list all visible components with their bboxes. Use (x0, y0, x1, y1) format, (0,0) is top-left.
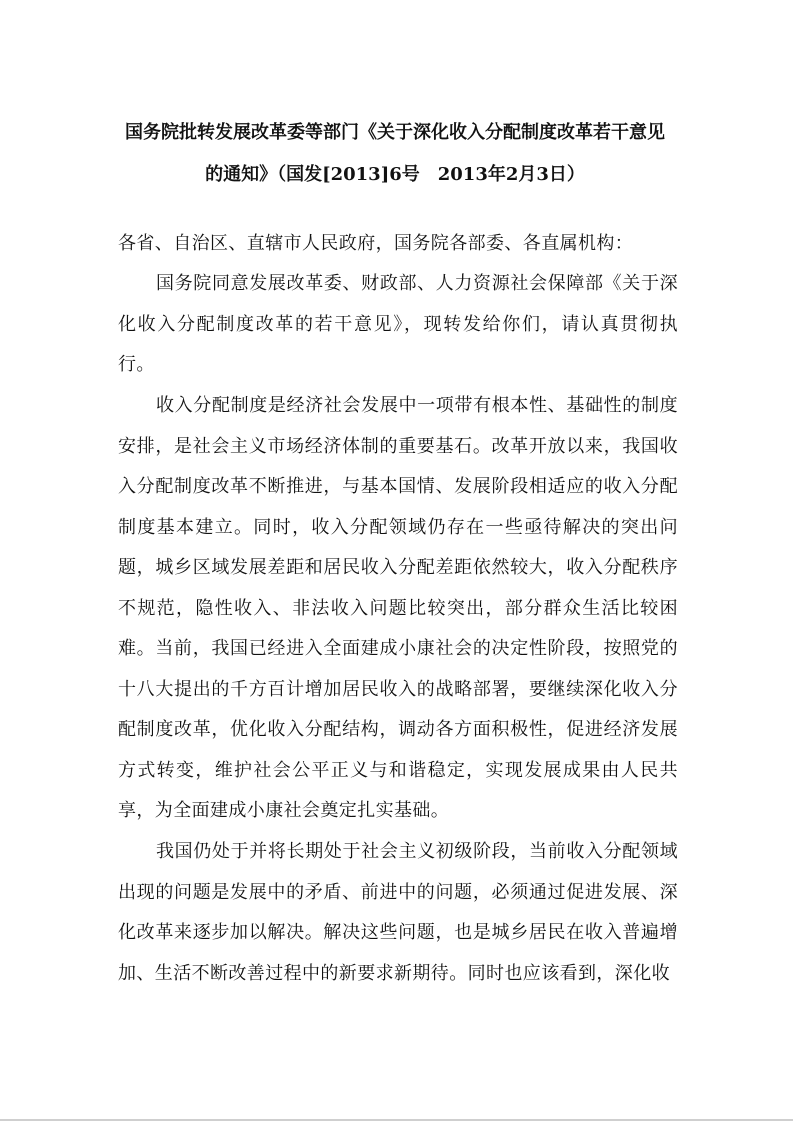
document-title-line-2: 的通知》（国发[2013]6号 2013年2月3日） (205, 164, 585, 185)
document-title-line-1: 国务院批转发展改革委等部门《关于深化收入分配制度改革若干意见 (125, 122, 665, 143)
paragraph-income-distribution-system: 收入分配制度是经济社会发展中一项带有根本性、基础性的制度安排，是社会主义市场经济体制的重要基石。改革开放以来，我国收入分配制度改革不断推进，与基本国情、发展阶段相适应的收入分配制度基本建立。同时，收入分配领域仍存在一些亟待解决的突出问题，城乡区域发展差距和居民收入分配差距依然较大，收入分配秩序不规范，隐性收入、非法收入问题比较突出，部分群众生活比较困难。当前，我国已经进入全面建成小康社会的决定性阶段，按照党的十八大提出的千方百计增加居民收入的战略部署，要继续深化收入分配制度改革，优化收入分配结构，调动各方面积极性，促进经济发展方式转变，维护社会公平正义与和谐稳定，实现发展成果由人民共享，为全面建成小康社会奠定扎实基础。 (118, 395, 678, 821)
salutation: 各省、自治区、直辖市人民政府，国务院各部委、各直属机构： (118, 233, 634, 254)
paragraph-primary-stage: 我国仍处于并将长期处于社会主义初级阶段，当前收入分配领域出现的问题是发展中的矛盾、前进中的问题，必须通过促进发展、深化改革来逐步加以解决。解决这些问题，也是城乡居民在收入普遍增加、生活不断改善过程中的新要求新期待。同时也应该看到，深化收 (118, 841, 678, 984)
paragraph-forwarding-notice: 国务院同意发展改革委、财政部、人力资源社会保障部《关于深化收入分配制度改革的若干意见》，现转发给你们，请认真贯彻执行。 (118, 273, 678, 375)
page-bottom-divider (0, 1119, 793, 1121)
